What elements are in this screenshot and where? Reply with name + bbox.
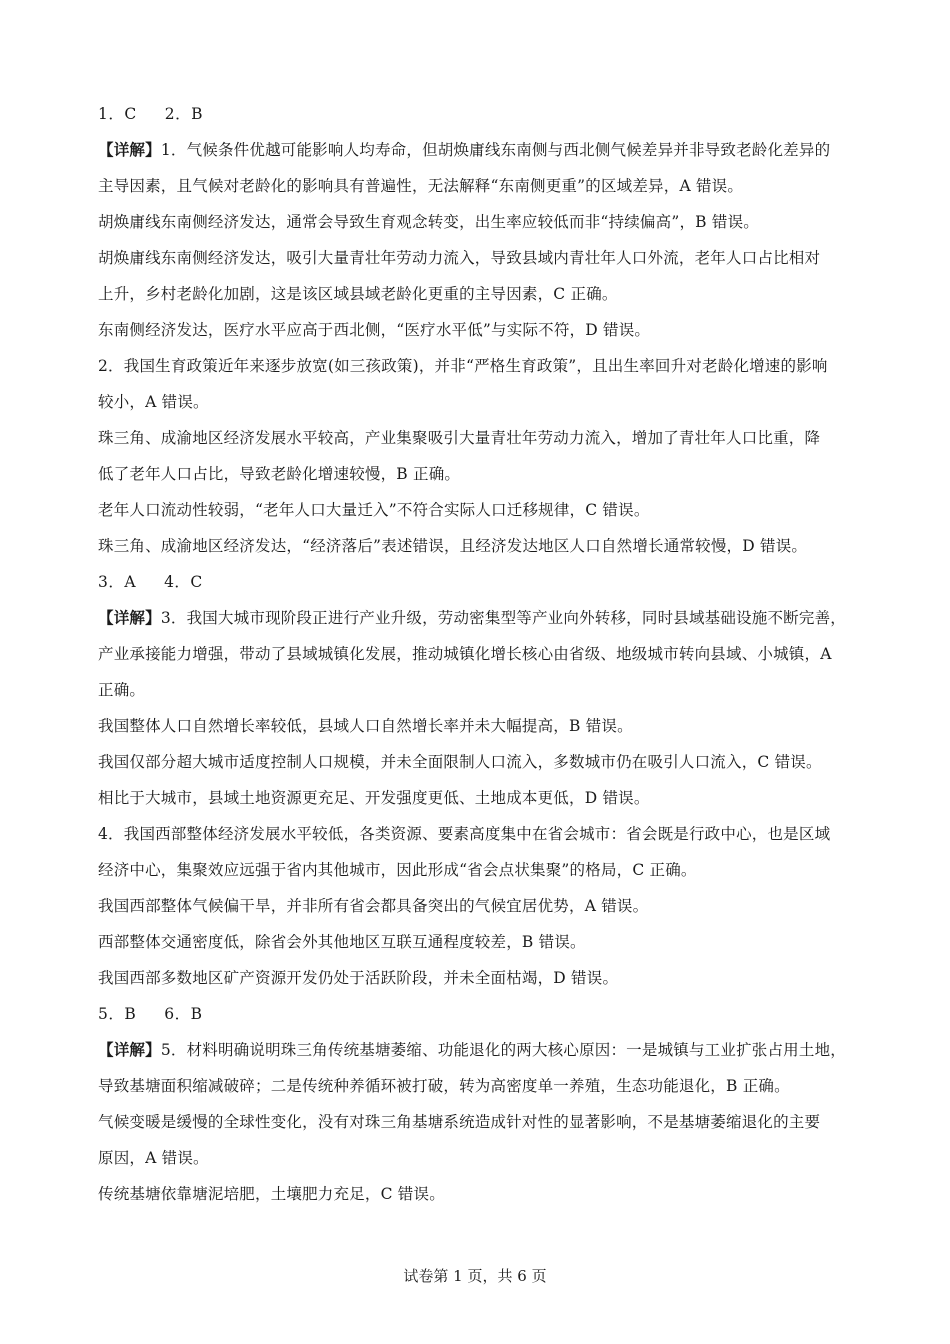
text-line: 原因，A 错误。 [98,1149,209,1167]
detail-tag: 【详解】 [98,140,161,159]
answer-line-5-6 [98,996,858,1032]
text-line: 珠三角、成渝地区经济发展水平较高，产业集聚吸引大量青壮年劳动力流入，增加了青壮年人口比重，降 [98,429,821,447]
text-line: 我国整体人口自然增长率较低，县域人口自然增长率并未大幅提高，B 错误。 [98,717,633,735]
text-line: 相比于大城市，县域土地资源更充足、开发强度更低、土地成本更低，D 错误。 [98,789,650,807]
text-line: 胡焕庸线东南侧经济发达，吸引大量青壮年劳动力流入，导致县域内青壮年人口外流，老年人口占比相对 [98,249,821,267]
answer-q1: 1．C [98,105,137,123]
answer-q2: 2．B [164,105,203,123]
text-line: 【详解】3．我国大城市现阶段正进行产业升级，劳动密集型等产业向外转移，同时县域基础设施不断完善， [98,608,846,627]
text-line: 我国西部整体气候偏干旱，并非所有省会都具备突出的气候宜居优势，A 错误。 [98,897,649,915]
text-line: 经济中心，集聚效应远强于省内其他城市，因此形成“省会点状集聚”的格局，C 正确。 [98,861,697,879]
text-line: 东南侧经济发达，医疗水平应高于西北侧，“医疗水平低”与实际不符，D 错误。 [98,321,651,339]
answer-q4: 4．C [164,573,203,591]
text-line: 【详解】1．气候条件优越可能影响人均寿命，但胡焕庸线东南侧与西北侧气候差异并非导致老龄化差异的 [98,140,831,159]
detail-tag: 【详解】 [98,1040,161,1059]
answer-q5: 5．B [98,1005,137,1023]
text-line: 4．我国西部整体经济发展水平较低，各类资源、要素高度集中在省会城市：省会既是行政中心，也是区域 [98,825,831,843]
text-line: 传统基塘依靠塘泥培肥，土壤肥力充足，C 错误。 [98,1185,445,1203]
text-line: 我国西部多数地区矿产资源开发仍处于活跃阶段，并未全面枯竭，D 错误。 [98,969,619,987]
text-line: 老年人口流动性较弱，“老年人口大量迁入”不符合实际人口迁移规律，C 错误。 [98,501,650,519]
text-line: 低了老年人口占比，导致老龄化增速较慢，B 正确。 [98,465,461,483]
answer-line-3-4 [98,564,858,600]
answer-q6: 6．B [164,1005,203,1023]
text-line: 【详解】5．材料明确说明珠三角传统基塘萎缩、功能退化的两大核心原因：一是城镇与工业扩张占用土地， [98,1040,846,1059]
text-line: 较小，A 错误。 [98,393,209,411]
answer-q3: 3．A [98,573,137,591]
answer-line-1-2 [98,96,858,132]
detail-tag: 【详解】 [98,608,161,627]
text-line: 我国仅部分超大城市适度控制人口规模，并未全面限制人口流入，多数城市仍在吸引人口流入，C 错误。 [98,753,822,771]
text-line: 胡焕庸线东南侧经济发达，通常会导致生育观念转变，出生率应较低而非“持续偏高”，B 错误。 [98,213,759,231]
text-line: 正确。 [98,681,146,699]
text-line: 上升，乡村老龄化加剧，这是该区域县域老龄化更重的主导因素，C 正确。 [98,285,618,303]
text-line: 气候变暖是缓慢的全球性变化，没有对珠三角基塘系统造成针对性的显著影响，不是基塘萎缩退化的主要 [98,1113,821,1131]
page-footer: 试卷第 1 页，共 6 页 [403,1267,547,1285]
text-line: 导致基塘面积缩减破碎；二是传统种养循环被打破，转为高密度单一养殖，生态功能退化，B 正确。 [98,1077,790,1095]
text-line: 西部整体交通密度低，除省会外其他地区互联互通程度较差，B 错误。 [98,933,586,951]
text-line: 主导因素，且气候对老龄化的影响具有普遍性，无法解释“东南侧更重”的区域差异，A 错误。 [98,177,744,195]
text-line: 珠三角、成渝地区经济发达，“经济落后”表述错误，且经济发达地区人口自然增长通常较慢，D 错误。 [98,537,808,555]
answer-content [98,96,858,1212]
text-line: 产业承接能力增强，带动了县域城镇化发展，推动城镇化增长核心由省级、地级城市转向县域、小城镇，A [98,645,832,663]
text-line: 2．我国生育政策近年来逐步放宽(如三孩政策)，并非“严格生育政策”，且出生率回升对老龄化增速的影响 [98,357,828,375]
